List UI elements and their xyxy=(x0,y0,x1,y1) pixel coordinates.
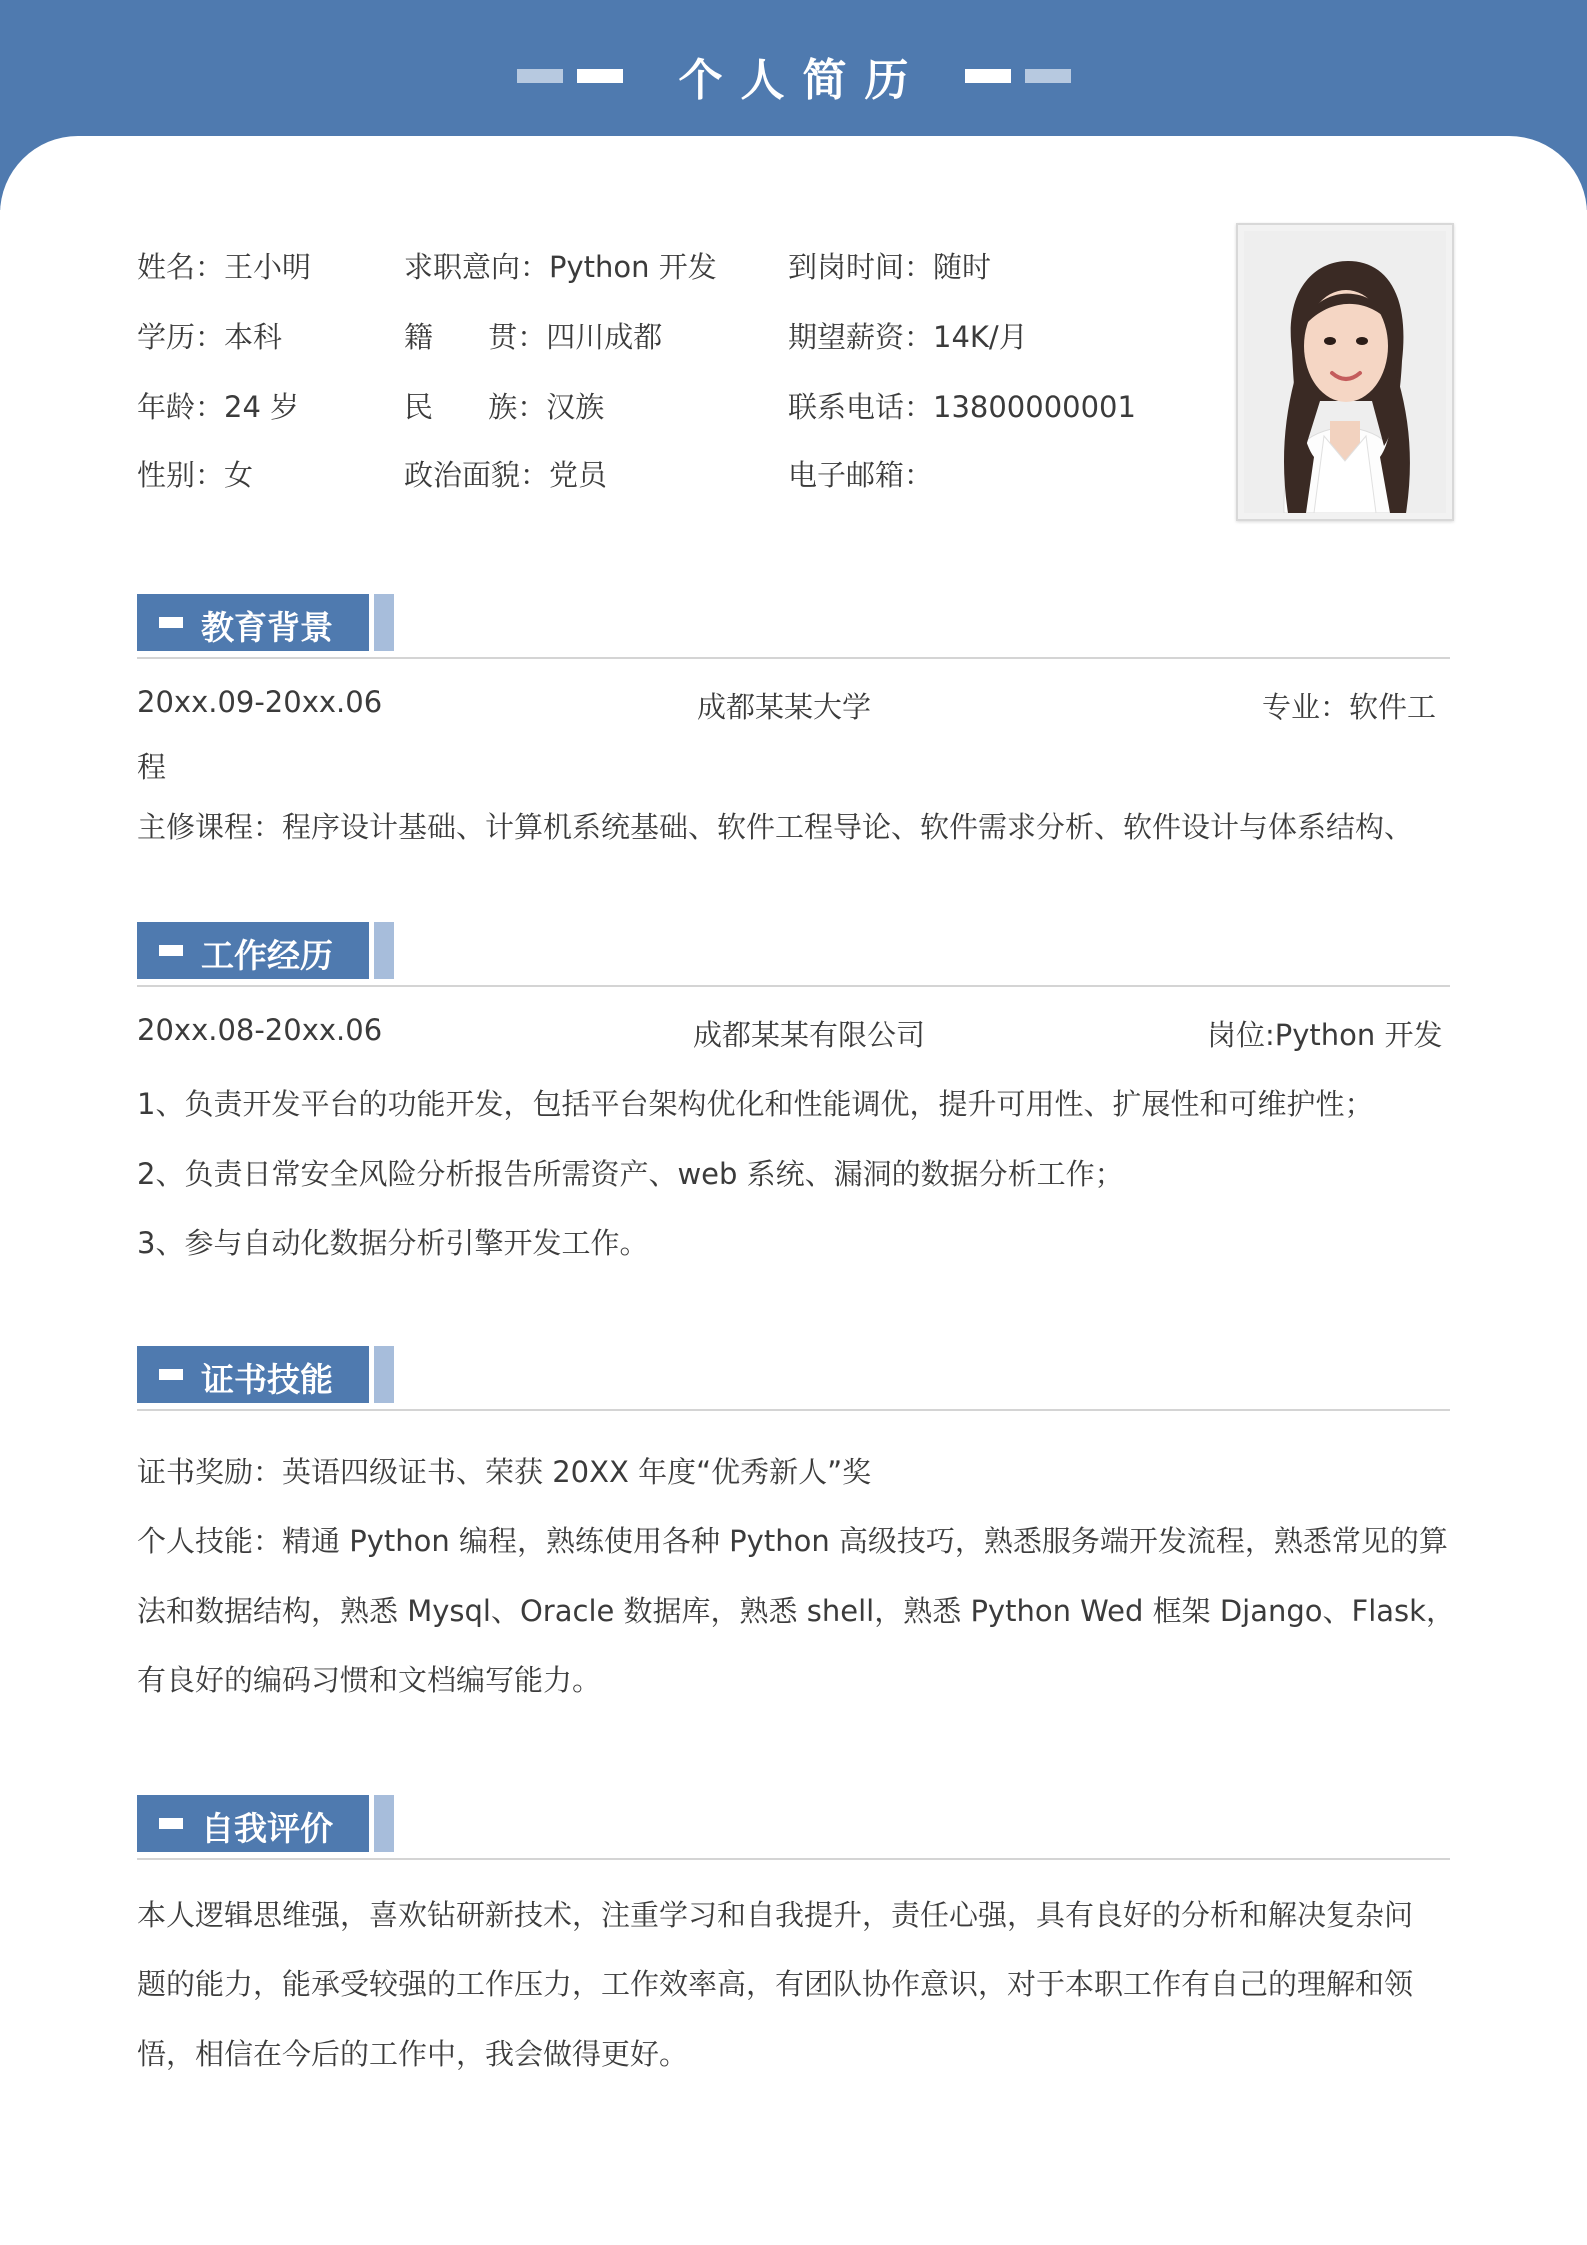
education-level-field: 学历：本科 xyxy=(137,320,283,354)
position: 岗位:Python 开发 xyxy=(1207,1018,1443,1052)
ethnicity-field: 民 族：汉族 xyxy=(404,390,605,424)
header-decoration-left xyxy=(517,69,623,83)
gender-field: 性别：女 xyxy=(137,458,254,492)
portrait-illustration xyxy=(1244,231,1446,513)
work-item: 1、负责开发平台的功能开发，包括平台架构优化和性能调优，提升可用性、扩展性和可维护性； xyxy=(137,1087,1374,1121)
section-marker xyxy=(159,1818,183,1829)
avatar xyxy=(1244,231,1446,513)
company-name: 成都某某有限公司 xyxy=(693,1018,926,1052)
political-status-field: 政治面貌：党员 xyxy=(404,458,608,492)
header-decoration-right xyxy=(965,69,1071,83)
work-item: 2、负责日常安全风险分析报告所需资产、web 系统、漏洞的数据分析工作； xyxy=(137,1157,1124,1191)
salary-field: 期望薪资：14K/月 xyxy=(788,320,1028,354)
section-tab xyxy=(374,1795,394,1852)
section-title-bar xyxy=(137,594,369,651)
section-tab xyxy=(374,594,394,651)
age-field: 年龄：24 岁 xyxy=(137,390,300,424)
decoration-bar xyxy=(965,69,1011,83)
section-title-bar xyxy=(137,1346,369,1403)
name-field: 姓名：王小明 xyxy=(137,250,312,284)
courses: 主修课程：程序设计基础、计算机系统基础、软件工程导论、软件需求分析、软件设计与体系结构、 xyxy=(137,810,1414,844)
decoration-bar xyxy=(577,69,623,83)
skills-line: 法和数据结构，熟悉 Mysql、Oracle 数据库，熟悉 shell，熟悉 Python Wed 框架 Django、Flask， xyxy=(137,1594,1455,1628)
section-tab xyxy=(374,1346,394,1403)
section-marker xyxy=(159,1369,183,1380)
profile-photo xyxy=(1236,223,1454,521)
section-title: 教育背景 xyxy=(201,608,333,647)
certificates: 证书奖励：英语四级证书、荣获 20XX 年度“优秀新人”奖 xyxy=(137,1455,872,1489)
decoration-bar xyxy=(517,69,563,83)
section-title-bar xyxy=(137,922,369,979)
major-continued: 程 xyxy=(137,750,167,784)
arrival-time-field: 到岗时间：随时 xyxy=(788,250,992,284)
section-marker xyxy=(159,945,183,956)
section-title: 工作经历 xyxy=(201,936,333,975)
decoration-bar xyxy=(1025,69,1071,83)
section-title: 证书技能 xyxy=(201,1360,333,1399)
major: 专业：软件工 xyxy=(1262,690,1437,724)
section-divider xyxy=(137,985,1450,987)
phone-field: 联系电话：13800000001 xyxy=(788,390,1136,424)
section-divider xyxy=(137,1409,1450,1411)
section-tab xyxy=(374,922,394,979)
work-item: 3、参与自动化数据分析引擎开发工作。 xyxy=(137,1226,649,1260)
job-intent-field: 求职意向：Python 开发 xyxy=(404,250,717,284)
self-evaluation-line: 本人逻辑思维强，喜欢钻研新技术，注重学习和自我提升，责任心强，具有良好的分析和解决复杂问 xyxy=(137,1898,1414,1932)
origin-field: 籍 贯：四川成都 xyxy=(404,320,663,354)
school-name: 成都某某大学 xyxy=(697,690,872,724)
education-period: 20xx.09-20xx.06 xyxy=(137,685,383,719)
section-title-bar xyxy=(137,1795,369,1852)
self-evaluation-line: 题的能力，能承受较强的工作压力，工作效率高，有团队协作意识，对于本职工作有自己的理解和领 xyxy=(137,1967,1414,2001)
skills-line: 有良好的编码习惯和文档编写能力。 xyxy=(137,1663,602,1697)
work-period: 20xx.08-20xx.06 xyxy=(137,1013,383,1047)
self-evaluation-line: 悟，相信在今后的工作中，我会做得更好。 xyxy=(137,2037,689,2071)
header xyxy=(0,44,1587,108)
section-divider xyxy=(137,1858,1450,1860)
skills-line: 个人技能：精通 Python 编程，熟练使用各种 Python 高级技巧，熟悉服务端开发流程，熟悉常见的算 xyxy=(137,1524,1448,1558)
section-title: 自我评价 xyxy=(201,1809,333,1848)
section-divider xyxy=(137,657,1450,659)
email-field: 电子邮箱： xyxy=(788,458,934,492)
page-title: 个人简历 xyxy=(678,55,927,106)
section-marker xyxy=(159,617,183,628)
